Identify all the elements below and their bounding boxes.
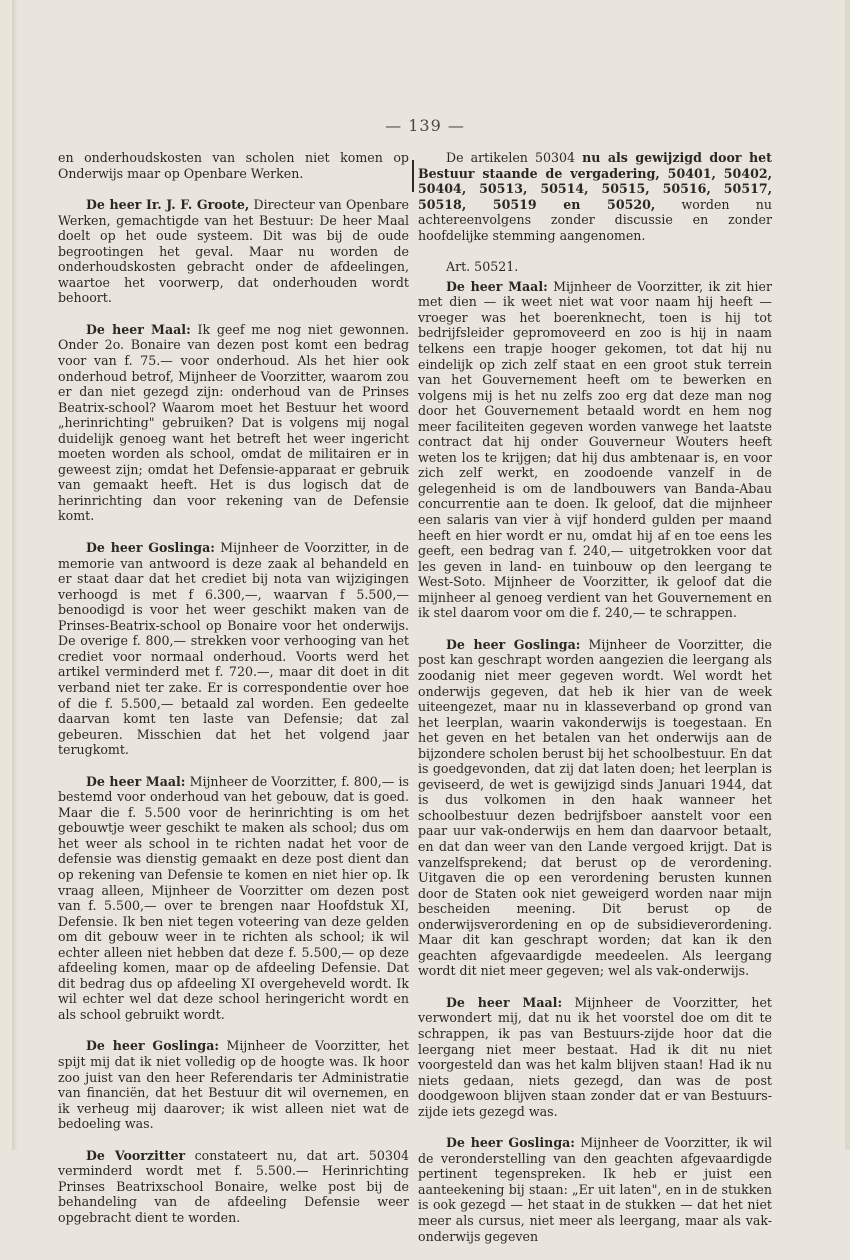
paragraph-text: Ik geef me nog niet gewonnen. Onder 2o. Bonaire van dezen post komt een bedrag voor van f. 75.— voor onderhoud. Als het hier ook onderhoud betrof, Mijnheer de Voorzitter, waarom zou er dan niet gezegd zijn: onderhoud van de Prinses Beatrix-school? Waarom moet het Bestuur het woord „herinrichting" gebruiken? Dat is volgens mij nogal duidelijk genoeg want het betreft het weer ingericht moeten worden als school, omdat de militairen er in geweest zijn; omdat het Defensie-apparaat er gebruik van gemaakt heeft. Het is dus logisch dat de herinrichting dan voor rekening van de Defensie komt.	[58, 321, 409, 524]
paragraph-text: Mijnheer de Voorzitter, het verwondert mij, dat nu ik het voorstel doe om dit te schrappen, ik pas van Bestuurs-zijde hoor dat die leergang niet meer bestaat. Had ik dit nu niet voorgesteld dan was het kalm blijven staan! Had ik nu niets gedaan, niets gezegd, dan was de post doodgewoon blijven staan zonder dat er van Bestuurs-zijde iets gezegd was.	[418, 994, 772, 1119]
speaker-name: De heer Goslinga:	[86, 540, 215, 556]
paragraph-goslinga-4	[418, 1135, 772, 1244]
paragraph-text: constateert nu, dat art. 50304 verminderd wordt met f. 5.500.— Herinrichting Prinses Beatrixschool Bonaire, welke post bij de behandeling van de afdeeling Defensie weer opgebracht dient te worden.	[58, 1147, 409, 1225]
paragraph-text: De artikelen 50304	[446, 150, 583, 165]
speaker-name: De heer Goslinga:	[446, 636, 581, 652]
page-edge-shadow	[12, 0, 18, 1150]
paragraph-text: worden nu achtereenvolgens zonder discussie en zonder hoofdelijke stemming aangenomen.	[418, 196, 772, 243]
paragraph-text: en onderhoudskosten van scholen niet komen op Onderwijs maar op Openbare Werken.	[58, 150, 409, 181]
paragraph-text: Mijnheer de Voorzitter, het spijt mij dat ik niet volledig op de hoogte was. Ik hoor zoo juist van den heer Referendaris ter Administratie van financiën, dat het Bestuur dit wil overnemen, en ik verheug mij daarover; ik wist alleen niet wat de bedoeling was.	[58, 1038, 409, 1132]
speaker-name: De heer Goslinga:	[86, 1038, 220, 1054]
page-number: — 139 —	[385, 116, 465, 135]
paragraph-continuation	[58, 150, 409, 181]
column-margin-mark	[412, 160, 414, 192]
paragraph-text: Directeur van Openbare Werken, gemachtigde van het Bestuur: De heer Maal doelt op het oude systeem. Dit was bij de oude begrootingen het geval. Maar nu worden de onderhoudskosten gebracht onder de afdeelingen, waartoe het voorwerp, dat onderhouden wordt behoort.	[58, 197, 409, 306]
paragraph-text: Mijnheer de Voorzitter, ik zit hier met dien — ik weet niet wat voor naam hij heeft — vroeger was het boerenknecht, toen is hij tot bedrijfsleider gepromoveerd en zoo is hij in naam telkens een trapje hooger gekomen, tot dat hij nu eindelijk op zich zelf staat en een groot stuk terrein van het Gouvernement heeft om te bewerken en volgens mij is het nu zelfs zoo erg dat deze man nog door het Gouvernement betaald wordt en hem nog meer faciliteiten gegeven worden vanwege het laatste contract dat hij onder Gouverneur Wouters heeft weten los te krijgen; dat hij dus ambtenaar is, en voor zich zelf werkt, en zoodoende vanzelf in de gelegenheid is om de landbouwers van Banda-Abau concurrentie aan te doen. Ik geloof, dat die mijnheer een salaris van vier à vijf honderd gulden per maand heeft en hier wordt er nu, omdat hij af en toe eens les geeft, een bedrag van f. 240,— uitgetrokken voor dat les geven in land- en tuinbouw op den leergang te West-Soto. Mijnheer de Voorzitter, ik geloof dat die mijnheer al genoeg verdient van het Gouvernement en ik stel daarom voor om die f. 240,— te schrappen.	[418, 278, 772, 621]
speaker-name: De heer Goslinga:	[446, 1135, 575, 1151]
speaker-name: De heer Maal:	[86, 321, 191, 337]
paragraph-goslinga-1	[58, 540, 409, 758]
speaker-name: De heer Maal:	[446, 278, 548, 294]
paragraph-maal-3	[418, 279, 772, 621]
page-edge-right	[845, 0, 850, 1150]
bold-article-list: nu als gewijzigd door het Bestuur staande de vergadering, 50401, 50402, 50404, 50513, 50514, 50515, 50516, 50517, 50518, 50519 en 50520,	[418, 150, 772, 212]
paragraph-text: Mijnheer de Voorzitter, f. 800,— is bestemd voor onderhoud van het gebouw, dat is goed. Maar die f. 5.500 voor de herinrichting is om het gebouwtje weer geschikt te maken als school; dus om het weer als school in te richten nadat het voor de defensie was dienstig gemaakt en deze post dient dan op rekening van Defensie te komen en niet hier op. Ik vraag alleen, Mijnheer de Voorzitter om dezen post van f. 5.500,— over te brengen naar Hoofdstuk XI, Defensie. Ik ben niet tegen voteering van deze gelden om dit gebouw weer in te richten als school; ik wil echter alleen niet hebben dat deze f. 5.500,— op deze afdeeling komen, maar op de afdeeling Defensie. Dat dit bedrag dus op afdeeling XI overgeheveld wordt. Ik wil echter wel dat deze school heringericht wordt en als school gebruikt wordt.	[58, 773, 409, 1022]
left-column	[58, 150, 409, 1241]
paragraph-text: Mijnheer de Voorzitter, ik wil de veronderstelling van den geachten afgevaardigde pertinent tegenspreken. Ik heb er juist een aanteekening bij staan: „Er uit laten", en in de stukken is ook gezegd — het staat in de stukken — dat het niet meer als cursus, niet meer als leergang, maar als vak-onderwijs gegeven	[418, 1135, 773, 1244]
speaker-name: De Voorzitter	[86, 1147, 186, 1163]
paragraph-text: Mijnheer de Voorzitter, in de memorie van antwoord is deze zaak al behandeld en er staat daar dat het crediet bij nota van wijzigingen verhoogd is met f 6.300,—, waarvan f 5.500,— benoodigd is voor het weer geschikt maken van de Prinses-Beatrix-school op Bonaire voor het onderwijs. De overige f. 800,— strekken voor verhooging van het crediet voor normaal onderhoud. Voorts werd het artikel verminderd met f. 720.—, maar dit doet in dit verband niet ter zake. Er is correspondentie over hoe of die f. 5.500,— betaald zal worden. Een gedeelte daarvan komt ten laste van Defensie; dat zal gebeuren. Misschien dat het het volgend jaar terugkomt.	[58, 540, 409, 758]
paragraph-groote	[58, 197, 409, 306]
paragraph-articles	[418, 150, 772, 243]
article-heading	[418, 259, 772, 275]
paragraph-voorzitter	[58, 1148, 409, 1226]
right-column	[418, 150, 772, 1260]
paragraph-maal-4	[418, 995, 772, 1119]
paragraph-maal-1	[58, 322, 409, 524]
paragraph-maal-2	[58, 774, 409, 1023]
paragraph-text: Mijnheer de Voorzitter, die post kan geschrapt worden aangezien die leergang als zoodanig niet meer gegeven wordt. Wel wordt het onderwijs gegeven, dat heb ik hier van de week uiteengezet, maar nu in klasseverband op grond van het leerplan, waarin vakonderwijs is toegestaan. En het geven en het betalen van het onderwijs aan de bijzondere scholen berust bij het schoolbestuur. En dat is goedgevonden, dat zij dat laten doen; het leerplan is geviseerd, de wet is gewijzigd sinds Januari 1944, dat is dus volkomen in den haak wanneer het schoolbestuur dezen bedrijfsboer aanstelt voor een paar uur vak-onderwijs en hem dan daarvoor betaalt, en dat dan weer van den Lande vergoed krijgt. Dat is vanzelfsprekend; dat berust op de verordening. Uitgaven die op een verordening berusten kunnen door de Staten ook niet geweigerd worden naar mijn bescheiden meening. Dit berust op de onderwijsverordening en op de subsidieverordening. Maar dit kan geschrapt worden; dat kan ik den geachten afgevaardigde meedeelen. Als leergang wordt dit niet meer gegeven; wel als vak-onderwijs.	[418, 636, 772, 979]
speaker-name: De heer Maal:	[86, 773, 186, 789]
paragraph-goslinga-3	[418, 637, 772, 979]
speaker-name: De heer Ir. J. F. Groote,	[86, 197, 250, 213]
paragraph-goslinga-2	[58, 1038, 409, 1131]
speaker-name: De heer Maal:	[446, 994, 563, 1010]
article-heading-text: Art. 50521.	[446, 259, 519, 275]
